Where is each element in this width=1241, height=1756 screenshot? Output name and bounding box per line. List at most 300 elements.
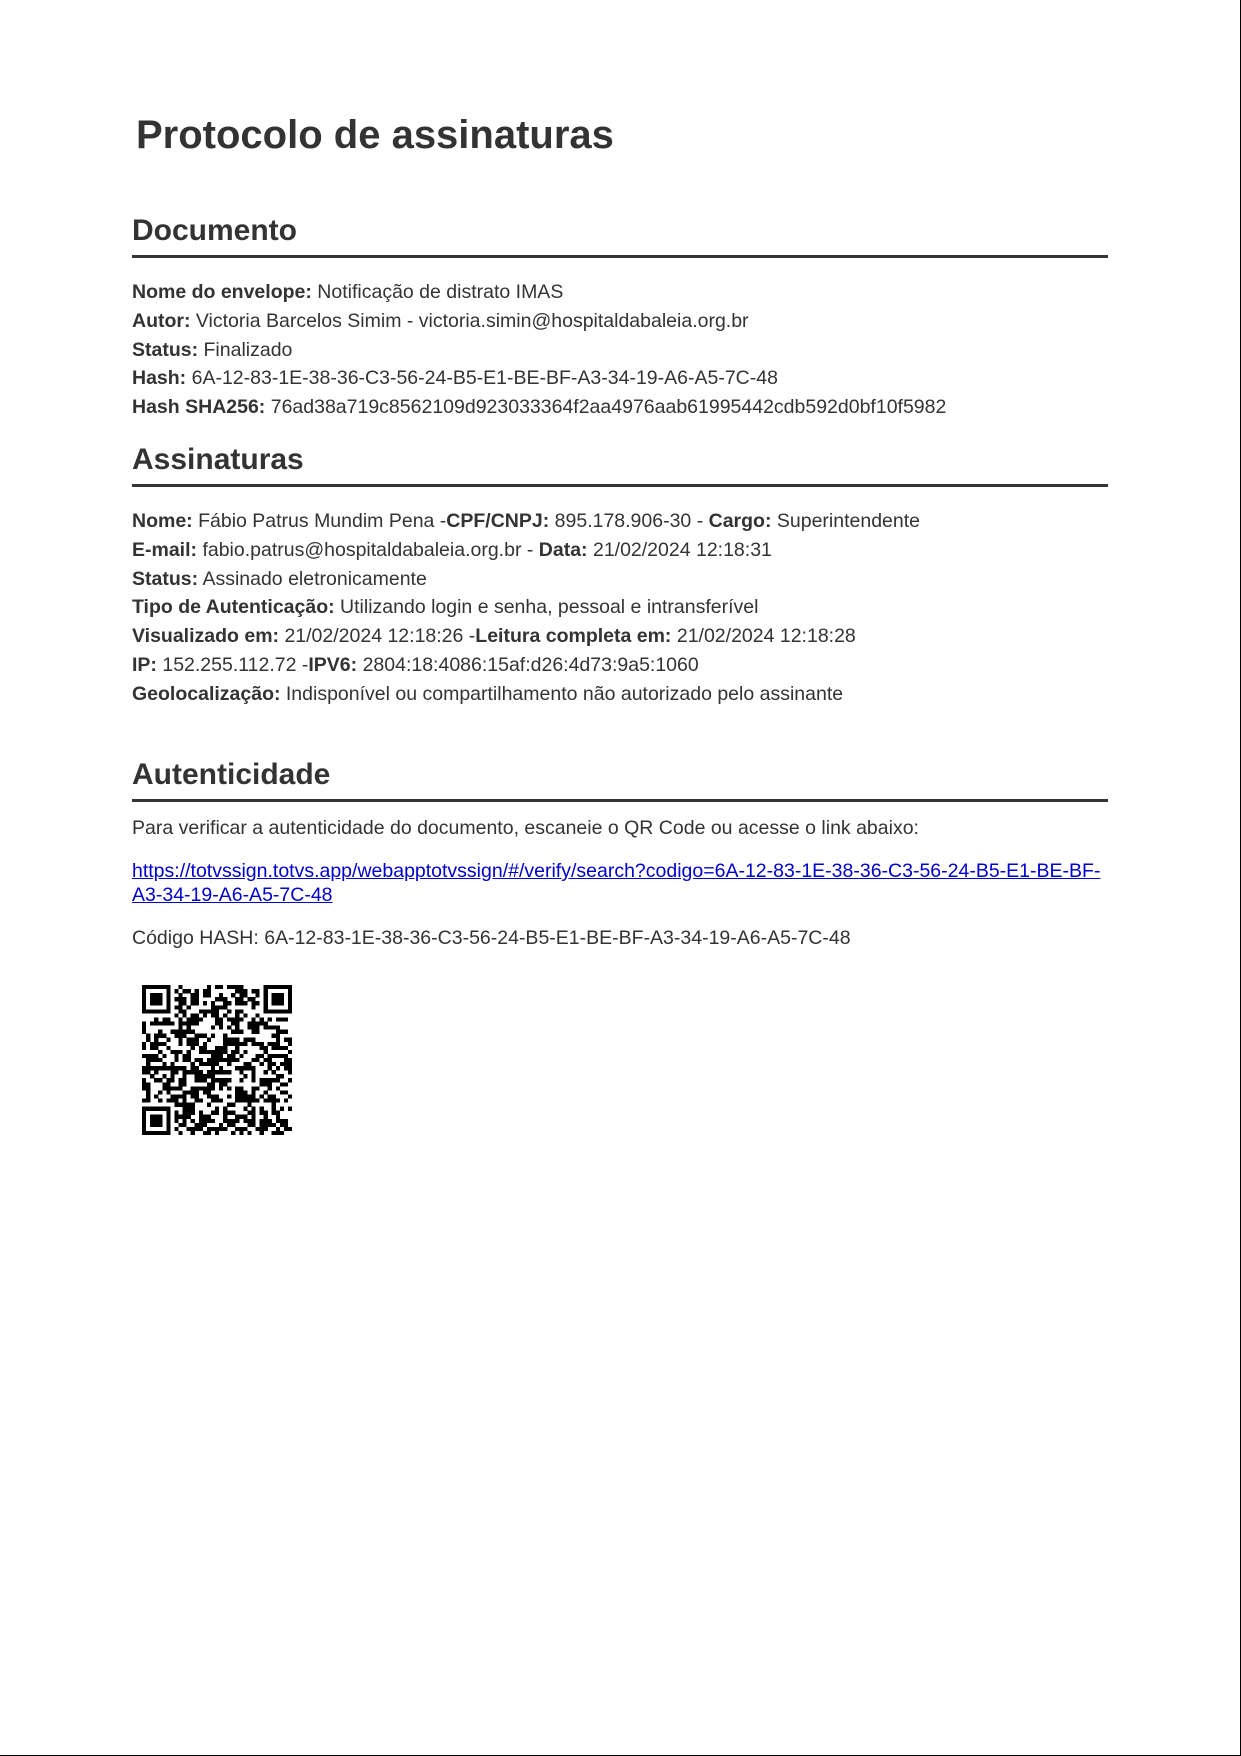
qr-module — [174, 1005, 178, 1009]
qr-module — [166, 1066, 170, 1070]
qr-module — [288, 1127, 292, 1131]
qr-module — [211, 1001, 215, 1005]
qr-module — [260, 1094, 264, 1098]
qr-module — [243, 993, 247, 997]
qr-module — [150, 1074, 154, 1078]
qr-module — [203, 1042, 207, 1046]
qr-module — [162, 1017, 166, 1021]
qr-module — [203, 1046, 207, 1050]
qr-module — [280, 985, 284, 989]
envelope-name-row: Nome do envelope: Notificação de distrato IMAS — [132, 281, 564, 303]
qr-module — [223, 1070, 227, 1074]
qr-module — [150, 1021, 154, 1025]
qr-module — [187, 1107, 191, 1111]
qr-module — [158, 1119, 162, 1123]
qr-module — [203, 1062, 207, 1066]
qr-module — [272, 1026, 276, 1030]
qr-module — [268, 1058, 272, 1062]
qr-module — [264, 1005, 268, 1009]
qr-module — [183, 1013, 187, 1017]
qr-module — [223, 1119, 227, 1123]
qr-module — [288, 997, 292, 1001]
qr-module — [231, 1058, 235, 1062]
qr-module — [231, 1030, 235, 1034]
qr-module — [183, 1078, 187, 1082]
qr-module — [219, 1086, 223, 1090]
qr-module — [191, 1070, 195, 1074]
qr-module — [276, 1034, 280, 1038]
qr-module — [178, 1131, 182, 1135]
qr-module — [150, 993, 154, 997]
qr-module — [207, 1074, 211, 1078]
qr-module — [142, 1131, 146, 1135]
qr-module — [170, 1021, 174, 1025]
qr-module — [178, 1066, 182, 1070]
qr-module — [187, 1021, 191, 1025]
qr-module — [227, 1086, 231, 1090]
qr-module — [191, 1001, 195, 1005]
qr-module — [207, 1086, 211, 1090]
qr-module — [195, 1042, 199, 1046]
signer-email-row: E-mail: fabio.patrus@hospitaldabaleia.org.br - Data: 21/02/2024 12:18:31 — [132, 538, 772, 561]
viewed-row: Visualizado em: 21/02/2024 12:18:26 -Leitura completa em: 21/02/2024 12:18:28 — [132, 625, 856, 648]
qr-module — [231, 993, 235, 997]
qr-module — [162, 1086, 166, 1090]
qr-module — [162, 1107, 166, 1111]
qr-module — [207, 1082, 211, 1086]
documento-section — [132, 211, 1108, 422]
qr-module — [284, 1009, 288, 1013]
qr-module — [215, 985, 219, 989]
qr-module — [195, 1058, 199, 1062]
qr-module — [178, 1030, 182, 1034]
qr-module — [235, 1030, 239, 1034]
qr-module — [268, 1086, 272, 1090]
qr-module — [239, 1094, 243, 1098]
qr-module — [166, 1009, 170, 1013]
qr-module — [166, 1111, 170, 1115]
qr-module — [154, 1123, 158, 1127]
qr-module — [219, 1054, 223, 1058]
qr-module — [174, 1115, 178, 1119]
qr-module — [195, 1086, 199, 1090]
qr-module — [146, 1090, 150, 1094]
qr-module — [227, 1070, 231, 1074]
qr-module — [203, 1131, 207, 1135]
qr-module — [158, 1090, 162, 1094]
qr-module — [146, 1131, 150, 1135]
qr-module — [239, 1017, 243, 1021]
qr-module — [264, 1127, 268, 1131]
qr-module — [280, 997, 284, 1001]
qr-module — [166, 1001, 170, 1005]
qr-module — [239, 1001, 243, 1005]
qr-module — [207, 1115, 211, 1119]
qr-module — [191, 997, 195, 1001]
qr-module — [243, 1074, 247, 1078]
qr-module — [146, 1058, 150, 1062]
qr-module — [166, 985, 170, 989]
qr-module — [199, 1062, 203, 1066]
qr-code — [142, 985, 292, 1135]
qr-module — [187, 1038, 191, 1042]
qr-module — [284, 1123, 288, 1127]
qr-module — [211, 1009, 215, 1013]
qr-module — [268, 1042, 272, 1046]
qr-module — [183, 1058, 187, 1062]
qr-module — [199, 1127, 203, 1131]
qr-module — [219, 1026, 223, 1030]
qr-module — [260, 1062, 264, 1066]
qr-module — [170, 1030, 174, 1034]
qr-module — [227, 1062, 231, 1066]
qr-module — [264, 1021, 268, 1025]
qr-module — [215, 1021, 219, 1025]
qr-module — [187, 1030, 191, 1034]
qr-module — [243, 1115, 247, 1119]
qr-module — [227, 1094, 231, 1098]
qr-module — [231, 1123, 235, 1127]
qr-module — [146, 1086, 150, 1090]
qr-module — [211, 1094, 215, 1098]
qr-module — [150, 1042, 154, 1046]
signature-status-row: Status: Assinado eletronicamente — [132, 567, 427, 590]
qr-module — [243, 1127, 247, 1131]
qr-module — [288, 993, 292, 997]
qr-module — [231, 1038, 235, 1042]
qr-module — [162, 1054, 166, 1058]
qr-module — [268, 1082, 272, 1086]
qr-module — [183, 1115, 187, 1119]
qr-module — [227, 1119, 231, 1123]
qr-module — [211, 1111, 215, 1115]
qr-module — [191, 1042, 195, 1046]
qr-module — [251, 1026, 255, 1030]
qr-module — [243, 989, 247, 993]
qr-module — [251, 1107, 255, 1111]
qr-module — [260, 1078, 264, 1082]
qr-module — [239, 1054, 243, 1058]
qr-module — [195, 1099, 199, 1103]
auth-type-row: Tipo de Autenticação: Utilizando login e senha, pessoal e intransferível — [132, 596, 759, 619]
qr-module — [146, 1094, 150, 1098]
qr-module — [203, 1001, 207, 1005]
qr-module — [162, 1021, 166, 1025]
qr-module — [280, 1123, 284, 1127]
qr-module — [235, 1086, 239, 1090]
qr-module — [174, 1103, 178, 1107]
qr-module — [178, 1001, 182, 1005]
qr-module — [260, 1123, 264, 1127]
qr-module — [247, 1062, 251, 1066]
qr-module — [272, 993, 276, 997]
qr-module — [183, 1021, 187, 1025]
qr-module — [264, 1009, 268, 1013]
qr-module — [183, 1066, 187, 1070]
qr-module — [235, 1026, 239, 1030]
qr-module — [170, 1062, 174, 1066]
qr-module — [178, 1005, 182, 1009]
qr-module — [150, 1119, 154, 1123]
qr-module — [203, 989, 207, 993]
qr-module — [243, 1013, 247, 1017]
qr-module — [199, 1070, 203, 1074]
qr-module — [260, 1021, 264, 1025]
qr-module — [219, 1021, 223, 1025]
qr-module — [247, 1123, 251, 1127]
qr-module — [251, 989, 255, 993]
qr-module — [251, 1086, 255, 1090]
qr-module — [183, 1082, 187, 1086]
qr-module — [272, 1042, 276, 1046]
qr-module — [288, 1009, 292, 1013]
qr-module — [280, 1001, 284, 1005]
qr-module — [170, 1070, 174, 1074]
qr-module — [158, 1066, 162, 1070]
qr-module — [162, 1042, 166, 1046]
qr-module — [243, 1094, 247, 1098]
autenticidade-section — [132, 755, 1108, 950]
qr-module — [239, 1030, 243, 1034]
qr-module — [272, 1001, 276, 1005]
qr-module — [235, 1058, 239, 1062]
qr-module — [251, 1094, 255, 1098]
qr-module — [256, 1127, 260, 1131]
qr-module — [215, 1094, 219, 1098]
qr-module — [174, 1094, 178, 1098]
qr-module — [187, 1090, 191, 1094]
ip-row: IP: 152.255.112.72 -IPV6: 2804:18:4086:15af:d26:4d73:9a5:1060 — [132, 653, 699, 676]
qr-module — [142, 989, 146, 993]
documento-details — [132, 278, 1108, 422]
qr-module — [170, 1086, 174, 1090]
qr-module — [211, 1026, 215, 1030]
qr-module — [207, 1050, 211, 1054]
qr-module — [288, 1005, 292, 1009]
qr-module — [219, 1070, 223, 1074]
qr-module — [178, 1082, 182, 1086]
qr-module — [199, 1078, 203, 1082]
qr-module — [231, 1021, 235, 1025]
qr-module — [166, 1046, 170, 1050]
qr-module — [223, 997, 227, 1001]
qr-module — [272, 1009, 276, 1013]
qr-module — [187, 1005, 191, 1009]
qr-module — [199, 1009, 203, 1013]
qr-module — [239, 1086, 243, 1090]
qr-module — [154, 1042, 158, 1046]
qr-module — [191, 993, 195, 997]
qr-module — [195, 1078, 199, 1082]
qr-module — [251, 1099, 255, 1103]
qr-module — [142, 1107, 146, 1111]
qr-module — [211, 1013, 215, 1017]
qr-module — [251, 1021, 255, 1025]
qr-module — [183, 1094, 187, 1098]
qr-module — [288, 1058, 292, 1062]
documento-heading: Documento — [132, 211, 1108, 258]
qr-module — [239, 1042, 243, 1046]
qr-module — [219, 985, 223, 989]
qr-module — [235, 1094, 239, 1098]
qr-module — [276, 1119, 280, 1123]
qr-module — [146, 1082, 150, 1086]
qr-module — [191, 1090, 195, 1094]
qr-module — [158, 993, 162, 997]
qr-module — [166, 1021, 170, 1025]
qr-module — [150, 1123, 154, 1127]
qr-module — [247, 1038, 251, 1042]
qr-module — [150, 1058, 154, 1062]
qr-module — [142, 1026, 146, 1030]
qr-module — [260, 1082, 264, 1086]
qr-module — [207, 993, 211, 997]
qr-module — [191, 1111, 195, 1115]
qr-module — [288, 1050, 292, 1054]
qr-module — [284, 1038, 288, 1042]
qr-module — [170, 1078, 174, 1082]
qr-module — [264, 985, 268, 989]
qr-module — [183, 1119, 187, 1123]
qr-module — [256, 989, 260, 993]
qr-module — [207, 1038, 211, 1042]
qr-module — [178, 1038, 182, 1042]
qr-module — [183, 1001, 187, 1005]
qr-module — [211, 1034, 215, 1038]
qr-module — [183, 1123, 187, 1127]
qr-module — [142, 1127, 146, 1131]
qr-module — [178, 1078, 182, 1082]
qr-module — [251, 1038, 255, 1042]
qr-module — [207, 989, 211, 993]
qr-module — [150, 1066, 154, 1070]
qr-module — [146, 1009, 150, 1013]
qr-module — [280, 1131, 284, 1135]
qr-module — [203, 1078, 207, 1082]
qr-module — [276, 1074, 280, 1078]
qr-module — [227, 1111, 231, 1115]
qr-module — [256, 1054, 260, 1058]
qr-module — [158, 1030, 162, 1034]
qr-module — [174, 1030, 178, 1034]
document-status-row: Status: Finalizado — [132, 338, 293, 361]
qr-module — [227, 1103, 231, 1107]
qr-module — [207, 1103, 211, 1107]
qr-module — [158, 1058, 162, 1062]
qr-module — [142, 1099, 146, 1103]
qr-module — [239, 993, 243, 997]
qr-module — [251, 1042, 255, 1046]
qr-module — [166, 1115, 170, 1119]
qr-module — [215, 1009, 219, 1013]
qr-module — [174, 997, 178, 1001]
qr-module — [264, 1046, 268, 1050]
qr-module — [239, 1070, 243, 1074]
qr-module — [150, 1054, 154, 1058]
qr-module — [183, 1074, 187, 1078]
qr-module — [183, 989, 187, 993]
qr-module — [272, 1103, 276, 1107]
qr-module — [215, 1050, 219, 1054]
qr-module — [203, 1086, 207, 1090]
qr-module — [203, 1009, 207, 1013]
qr-module — [280, 1119, 284, 1123]
qr-module — [243, 1062, 247, 1066]
qr-module — [191, 1119, 195, 1123]
qr-module — [231, 1111, 235, 1115]
qr-module — [247, 1119, 251, 1123]
qr-module — [195, 997, 199, 1001]
qr-module — [268, 1119, 272, 1123]
qr-module — [178, 1115, 182, 1119]
qr-module — [276, 1030, 280, 1034]
qr-module — [195, 1094, 199, 1098]
qr-module — [276, 1001, 280, 1005]
qr-module — [142, 1021, 146, 1025]
qr-module — [247, 1094, 251, 1098]
qr-module — [195, 1034, 199, 1038]
qr-module — [142, 1005, 146, 1009]
qr-module — [191, 1062, 195, 1066]
qr-module — [191, 1131, 195, 1135]
qr-module — [272, 1111, 276, 1115]
qr-module — [264, 1099, 268, 1103]
qr-module — [215, 1078, 219, 1082]
qr-module — [276, 985, 280, 989]
qr-module — [195, 1074, 199, 1078]
qr-module — [187, 1054, 191, 1058]
verify-instruction: Para verificar a autenticidade do documento, escaneie o QR Code ou acesse o link abaixo: — [132, 817, 919, 839]
qr-module — [178, 1026, 182, 1030]
qr-module — [223, 1046, 227, 1050]
qr-module — [166, 993, 170, 997]
verify-link[interactable]: https://totvssign.totvs.app/webapptotvssign/#/verify/search?codigo=6A-12-83-1E-38-36-C3-56-24-B5-E1-BE-BF-A3-34-19-A6-A5-7C-48 — [132, 860, 1101, 906]
qr-module — [219, 1050, 223, 1054]
qr-module — [231, 1119, 235, 1123]
qr-module — [272, 1099, 276, 1103]
qr-module — [256, 1026, 260, 1030]
qr-module — [191, 1094, 195, 1098]
qr-module — [174, 1127, 178, 1131]
qr-module — [203, 1034, 207, 1038]
qr-module — [219, 997, 223, 1001]
qr-module — [174, 1119, 178, 1123]
qr-module — [272, 1107, 276, 1111]
qr-module — [142, 1115, 146, 1119]
qr-module — [239, 1115, 243, 1119]
qr-module — [183, 1070, 187, 1074]
qr-module — [191, 1046, 195, 1050]
qr-module — [215, 1127, 219, 1131]
qr-module — [288, 985, 292, 989]
qr-module — [199, 1123, 203, 1127]
qr-module — [288, 1042, 292, 1046]
qr-module — [199, 1046, 203, 1050]
qr-module — [219, 1058, 223, 1062]
qr-module — [260, 1107, 264, 1111]
qr-module — [276, 1046, 280, 1050]
qr-module — [195, 1038, 199, 1042]
qr-module — [199, 1074, 203, 1078]
qr-module — [150, 1131, 154, 1135]
qr-module — [264, 997, 268, 1001]
qr-module — [211, 1119, 215, 1123]
qr-module — [142, 1001, 146, 1005]
qr-module — [211, 1058, 215, 1062]
qr-module — [276, 1038, 280, 1042]
qr-module — [154, 1070, 158, 1074]
qr-module — [203, 1115, 207, 1119]
